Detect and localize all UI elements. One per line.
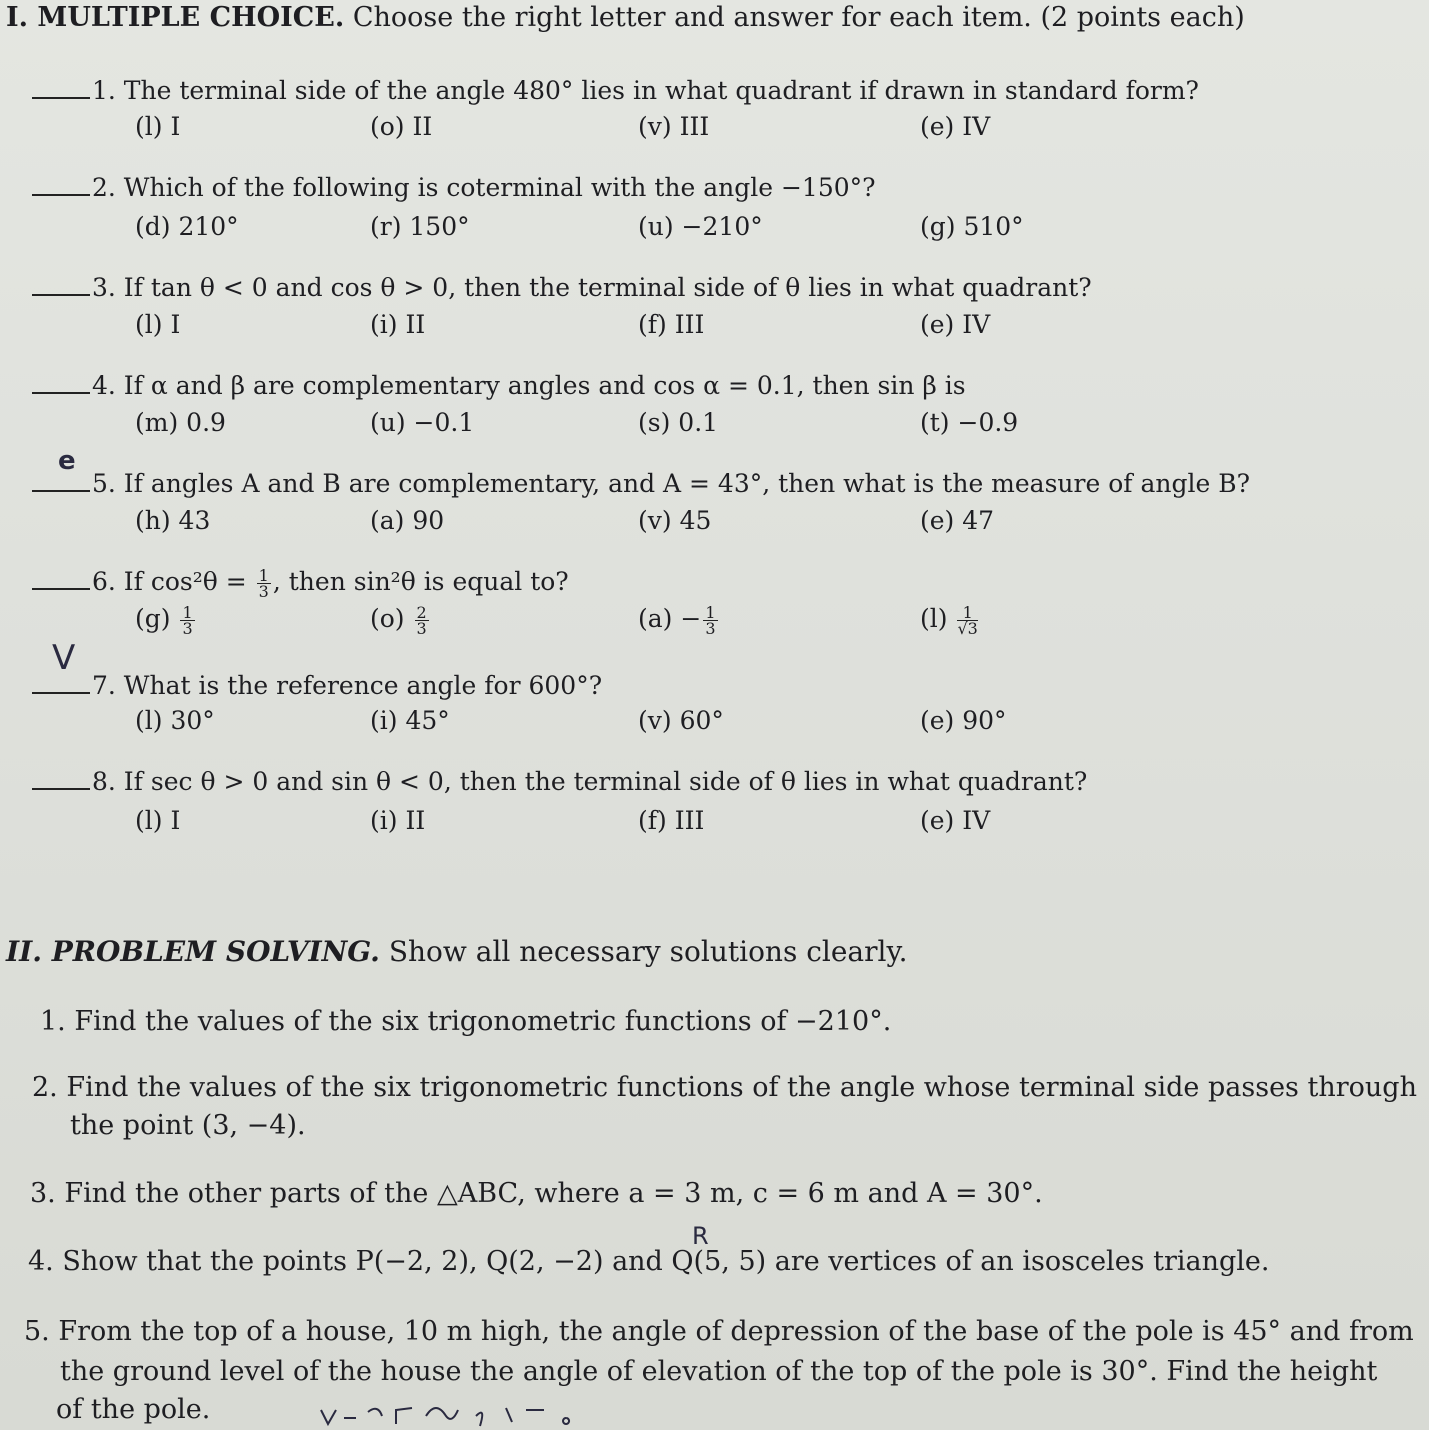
choice-5-b: (a) 90 (370, 506, 445, 535)
question-2-text: 2. Which of the following is coterminal with the angle −150°? (92, 173, 876, 202)
choice-3-b: (i) II (370, 310, 426, 339)
choice-4-b: (u) −0.1 (370, 408, 475, 437)
problem-3: 3. Find the other parts of the △ABC, where a = 3 m, c = 6 m and A = 30°. (30, 1178, 1043, 1209)
problem-5-end: of the pole. (56, 1394, 211, 1425)
choice-1-a: (l) I (135, 112, 181, 141)
choice-8-d: (e) IV (920, 806, 991, 835)
choice-6-d: (l) $\frac{1}{√3}$ (920, 603, 978, 638)
choice-8-a: (l) I (135, 806, 181, 835)
choice-3-d: (e) IV (920, 310, 991, 339)
answer-blank-2[interactable] (32, 172, 90, 196)
part2-heading-label: II. PROBLEM SOLVING. (6, 935, 380, 968)
question-1-text: 1. The terminal side of the angle 480° lies in what quadrant if drawn in standard form? (92, 76, 1199, 105)
choice-5-a: (h) 43 (135, 506, 211, 535)
question-4 (32, 370, 966, 400)
handwritten-answer-7: V (52, 638, 76, 678)
choice-4-c: (s) 0.1 (638, 408, 719, 437)
part2-heading (6, 935, 907, 968)
choice-2-c: (u) −210° (638, 212, 763, 241)
question-5 (32, 468, 1250, 498)
choice-2-d: (g) 510° (920, 212, 1024, 241)
choice-1-d: (e) IV (920, 112, 991, 141)
question-6-fraction: $\frac{1}{3}$ (258, 566, 269, 601)
part1-heading-label: I. MULTIPLE CHOICE. (6, 2, 345, 33)
choice-3-a: (l) I (135, 310, 181, 339)
choice-7-c: (v) 60° (638, 706, 724, 735)
question-5-text: 5. If angles A and B are complementary, and A = 43°, then what is the measure of angle B? (92, 469, 1250, 498)
choice-4-a: (m) 0.9 (135, 408, 226, 437)
question-8-text: 8. If sec θ > 0 and sin θ < 0, then the terminal side of θ lies in what quadrant? (92, 767, 1088, 796)
choice-7-b: (i) 45° (370, 706, 450, 735)
answer-blank-8[interactable] (32, 766, 90, 790)
handwritten-answer-5: e (58, 446, 76, 476)
problem-2-continued: the point (3, −4). (70, 1110, 306, 1141)
problem-4: 4. Show that the points P(−2, 2), Q(2, −2) and Q(5, 5) are vertices of an isosceles triangle. (28, 1246, 1270, 1277)
problem-1: 1. Find the values of the six trigonometric functions of −210°. (40, 1006, 892, 1037)
question-3-text: 3. If tan θ < 0 and cos θ > 0, then the terminal side of θ lies in what quadrant? (92, 273, 1092, 302)
question-6-text-prefix: 6. If cos²θ = (92, 567, 255, 596)
choice-7-d: (e) 90° (920, 706, 1007, 735)
choice-6-c: (a) − $\frac{1}{3}$ (638, 603, 716, 638)
choice-7-a: (l) 30° (135, 706, 215, 735)
part1-heading (6, 2, 1245, 33)
answer-blank-6[interactable] (32, 566, 90, 590)
question-4-text: 4. If α and β are complementary angles and cos α = 0.1, then sin β is (92, 371, 966, 400)
part1-heading-text: Choose the right letter and answer for each item. (2 points each) (352, 2, 1245, 33)
choice-8-b: (i) II (370, 806, 426, 835)
choice-8-c: (f) III (638, 806, 705, 835)
problem-5: 5. From the top of a house, 10 m high, the angle of depression of the base of the pole is 45° and from (24, 1316, 1414, 1347)
question-6-text-suffix: , then sin²θ is equal to? (272, 567, 569, 596)
choice-3-c: (f) III (638, 310, 705, 339)
answer-blank-7[interactable] (32, 670, 90, 694)
choice-1-c: (v) III (638, 112, 710, 141)
choice-2-b: (r) 150° (370, 212, 470, 241)
choice-4-d: (t) −0.9 (920, 408, 1019, 437)
question-6 (32, 566, 569, 599)
answer-blank-5[interactable] (32, 468, 90, 492)
question-7 (32, 670, 602, 700)
question-2 (32, 172, 876, 202)
question-1 (32, 75, 1199, 105)
choice-5-c: (v) 45 (638, 506, 712, 535)
answer-blank-3[interactable] (32, 272, 90, 296)
choice-6-a: (g) $\frac{1}{3}$ (135, 603, 193, 638)
problem-2: 2. Find the values of the six trigonometric functions of the angle whose terminal side passes through (32, 1072, 1417, 1103)
question-8 (32, 766, 1087, 796)
answer-blank-4[interactable] (32, 370, 90, 394)
choice-2-a: (d) 210° (135, 212, 239, 241)
choice-1-b: (o) II (370, 112, 433, 141)
part2-heading-text: Show all necessary solutions clearly. (388, 935, 908, 968)
choice-6-b: (o) $\frac{2}{3}$ (370, 603, 427, 638)
choice-5-d: (e) 47 (920, 506, 995, 535)
handwritten-annotation-r: R (692, 1222, 709, 1250)
question-7-text: 7. What is the reference angle for 600°? (92, 671, 603, 700)
answer-blank-1[interactable] (32, 75, 90, 99)
problem-5-continued: the ground level of the house the angle of elevation of the top of the pole is 30°. Find the height (60, 1356, 1378, 1387)
handwritten-scribble (316, 1396, 676, 1430)
question-3 (32, 272, 1092, 302)
